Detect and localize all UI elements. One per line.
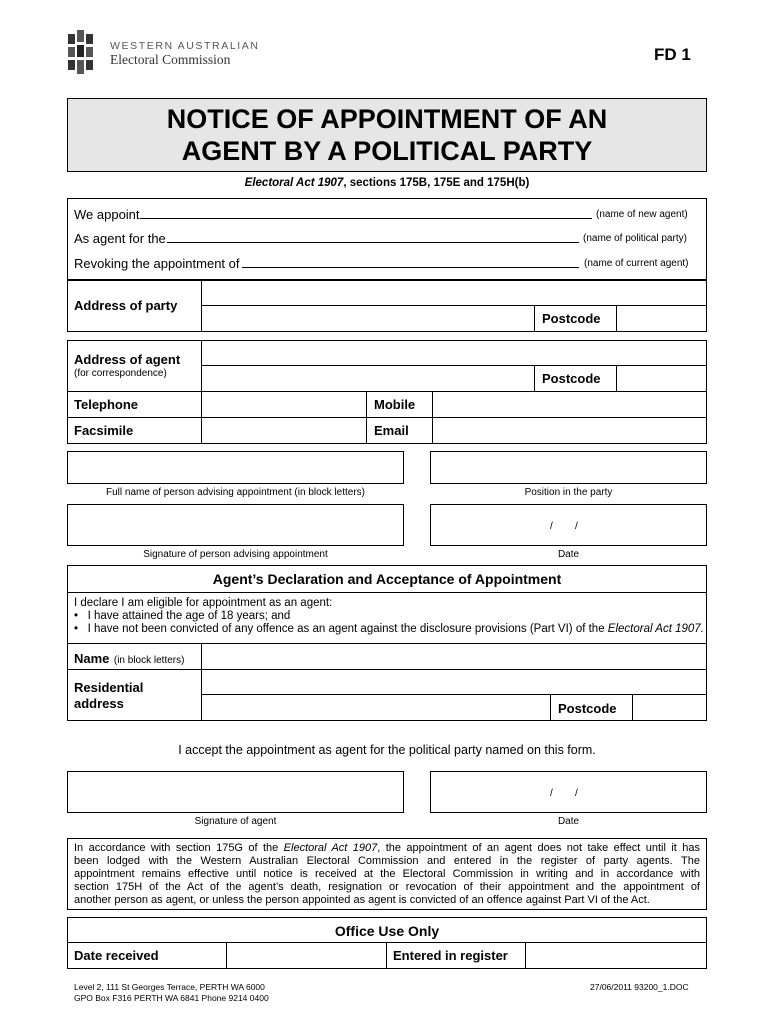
we-appoint-hint: (name of new agent) bbox=[596, 209, 688, 220]
form-title-line1: NOTICE OF APPOINTMENT OF AN bbox=[166, 104, 608, 134]
current-agent-line[interactable] bbox=[242, 267, 579, 268]
agent-postcode-label: Postcode bbox=[542, 371, 601, 386]
residential-postcode-label: Postcode bbox=[558, 701, 617, 716]
act-reference: Electoral Act 1907, sections 175B, 175E and 175H(b) bbox=[244, 177, 530, 189]
footer-address-1: Level 2, 111 St Georges Terrace, PERTH WA 6000 bbox=[74, 982, 265, 992]
notice-line-2: been lodged with the Western Australian Electoral Commission and entered in the register of party agents. The bbox=[74, 855, 700, 867]
notice-line-5: another person as agent, or unless the person appointed as agent is convicted of an offence against Part VI of the Act. bbox=[74, 894, 650, 906]
party-address-field[interactable] bbox=[201, 280, 707, 306]
form-code: FD 1 bbox=[654, 45, 691, 64]
party-postcode-label: Postcode bbox=[542, 311, 601, 326]
advisor-position-caption: Position in the party bbox=[524, 487, 613, 498]
date-received-field[interactable] bbox=[226, 942, 387, 969]
mobile-field[interactable] bbox=[432, 391, 707, 418]
residential-label-2: address bbox=[74, 696, 124, 711]
party-postcode-field[interactable] bbox=[616, 305, 707, 332]
advisor-full-name-caption: Full name of person advising appointment (in block letters) bbox=[105, 487, 366, 498]
we-appoint-label: We appoint bbox=[74, 207, 140, 222]
acceptance-statement: I accept the appointment as agent for the political party named on this form. bbox=[178, 743, 596, 757]
agent-for-hint: (name of political party) bbox=[583, 233, 687, 244]
declaration-heading: Agent’s Declaration and Acceptance of Appointment bbox=[212, 571, 562, 587]
date-received-label: Date received bbox=[74, 948, 159, 963]
party-address-label: Address of party bbox=[74, 298, 178, 313]
agent-signature-caption: Signature of agent bbox=[194, 816, 277, 827]
advisor-signature-field[interactable] bbox=[67, 504, 404, 546]
email-label: Email bbox=[374, 423, 409, 438]
agent-address-label: Address of agent bbox=[74, 352, 181, 367]
entered-register-field[interactable] bbox=[525, 942, 707, 969]
bullet-icon: • bbox=[74, 623, 88, 635]
party-address-field-2[interactable] bbox=[201, 305, 535, 332]
agent-address-field-2[interactable] bbox=[201, 365, 535, 392]
advisor-date-slashes: / / bbox=[550, 521, 578, 532]
agent-name-field[interactable] bbox=[201, 643, 707, 670]
residential-label-1: Residential bbox=[74, 680, 144, 695]
residential-address-field-2[interactable] bbox=[201, 694, 551, 721]
agent-signature-field[interactable] bbox=[67, 771, 404, 813]
notice-line-3: appointment remains effective until notice is received at the Electoral Commission in writing and in accordance with bbox=[74, 868, 700, 880]
declaration-intro: I declare I am eligible for appointment as an agent: bbox=[74, 597, 333, 609]
notice-line-1: In accordance with section 175G of the Electoral Act 1907, the appointment of an agent does not take effect until it has bbox=[74, 842, 700, 854]
mobile-label: Mobile bbox=[374, 397, 416, 412]
org-name-line1: WESTERN AUSTRALIAN bbox=[110, 40, 260, 52]
advisor-date-caption: Date bbox=[557, 549, 580, 560]
facsimile-label: Facsimile bbox=[74, 423, 134, 438]
revoking-label: Revoking the appointment of bbox=[74, 256, 240, 271]
agent-postcode-field[interactable] bbox=[616, 365, 707, 392]
advisor-signature-caption: Signature of person advising appointment bbox=[143, 549, 328, 560]
declaration-bullet-2: • I have not been convicted of any offence as an agent against the disclosure provisions (Part VI) of the Electoral Act 1907. bbox=[74, 623, 704, 635]
email-field[interactable] bbox=[432, 417, 707, 444]
agent-address-sub: (for correspondence) bbox=[74, 368, 167, 379]
party-name-line[interactable] bbox=[167, 242, 579, 243]
new-agent-name-line[interactable] bbox=[140, 218, 592, 219]
agent-for-label: As agent for the bbox=[74, 231, 166, 246]
declaration-bullet-1: • I have attained the age of 18 years; and bbox=[74, 610, 291, 622]
bullet-icon: • bbox=[74, 610, 88, 622]
org-name-line2: Electoral Commission bbox=[110, 52, 231, 67]
agent-date-slashes: / / bbox=[550, 788, 578, 799]
advisor-position-field[interactable] bbox=[430, 451, 707, 484]
residential-address-field[interactable] bbox=[201, 669, 707, 695]
residential-postcode-field[interactable] bbox=[632, 694, 707, 721]
advisor-full-name-field[interactable] bbox=[67, 451, 404, 484]
footer-address-2: GPO Box F316 PERTH WA 6841 Phone 9214 0400 bbox=[74, 993, 269, 1003]
telephone-label: Telephone bbox=[74, 397, 139, 412]
telephone-field[interactable] bbox=[201, 391, 367, 418]
electoral-commission-logo bbox=[68, 30, 94, 76]
footer-doc-ref: 27/06/2011 93200_1.DOC bbox=[590, 982, 689, 992]
office-use-heading: Office Use Only bbox=[334, 923, 440, 939]
revoking-hint: (name of current agent) bbox=[584, 258, 689, 269]
form-title bbox=[67, 103, 707, 167]
facsimile-field[interactable] bbox=[201, 417, 367, 444]
agent-name-label: Name (in block letters) bbox=[74, 651, 185, 666]
notice-line-4: section 175H of the Act of the agent’s death, resignation or revocation of their appointment and the appointment of bbox=[74, 881, 700, 893]
form-title-line2: AGENT BY A POLITICAL PARTY bbox=[181, 136, 593, 166]
legal-notice bbox=[67, 838, 707, 910]
entered-register-label: Entered in register bbox=[393, 948, 508, 963]
agent-date-caption: Date bbox=[557, 816, 580, 827]
agent-address-field[interactable] bbox=[201, 340, 707, 366]
